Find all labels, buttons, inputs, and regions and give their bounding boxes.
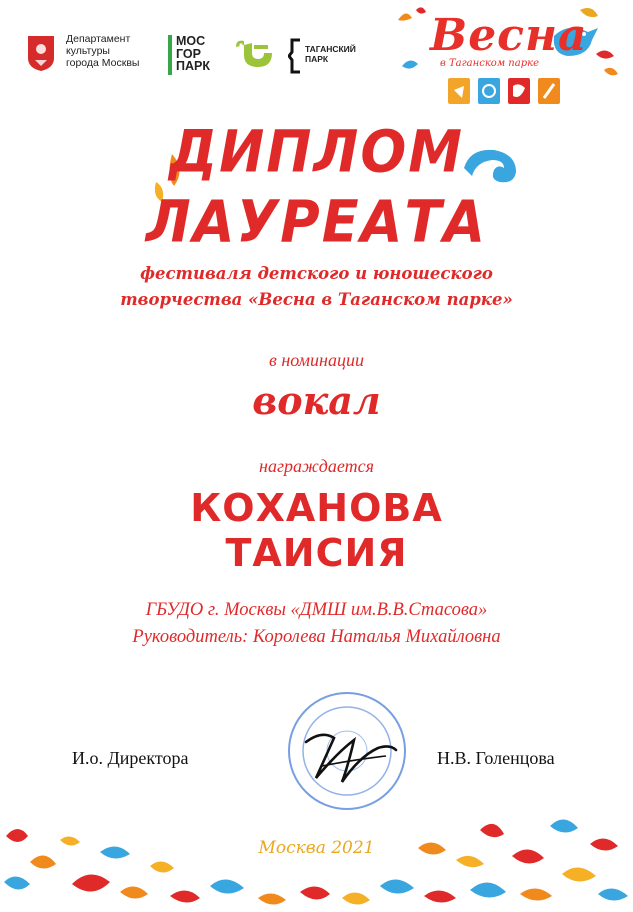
diploma-title-line1: ДИПЛОМ <box>169 117 464 186</box>
awardee-first-name: ТАИСИЯ <box>225 531 408 575</box>
supervisor-name: Руководитель: Королева Наталья Михайловна <box>132 627 501 647</box>
city-year: Москва 2021 <box>258 838 375 858</box>
vesna-logo-title: Весна <box>430 10 588 61</box>
stamp-and-signature-icon <box>282 686 412 816</box>
festival-subtitle-line2: творчества «Весна в Таганском парке» <box>120 290 513 309</box>
tagansky-park-logo-icon <box>288 38 302 74</box>
signer-name: Н.В. Голенцова <box>437 748 555 768</box>
bird-logo-icon <box>234 37 276 71</box>
moscow-coat-of-arms-icon <box>26 34 56 72</box>
festival-subtitle-line1: фестиваля детского и юношеского <box>140 264 493 283</box>
nomination-label: в номинации <box>269 350 364 370</box>
award-label: награждается <box>259 456 374 476</box>
vesna-logo-subtitle: в Таганском парке <box>440 58 539 69</box>
diploma-title-line2: ЛАУРЕАТА <box>145 187 488 256</box>
department-logo-text: Департамент культуры города Москвы <box>66 33 140 69</box>
nomination-value: вокал <box>252 378 381 423</box>
tagansky-park-logo-text: ТАГАНСКИЙ ПАРК <box>305 44 356 64</box>
signer-title: И.о. Директора <box>72 748 189 768</box>
school-name: ГБУДО г. Москвы «ДМШ им.В.В.Стасова» <box>145 600 488 620</box>
mosgorpark-logo-text: МОС ГОР ПАРК <box>176 34 210 73</box>
awardee-surname: КОХАНОВА <box>190 486 443 530</box>
